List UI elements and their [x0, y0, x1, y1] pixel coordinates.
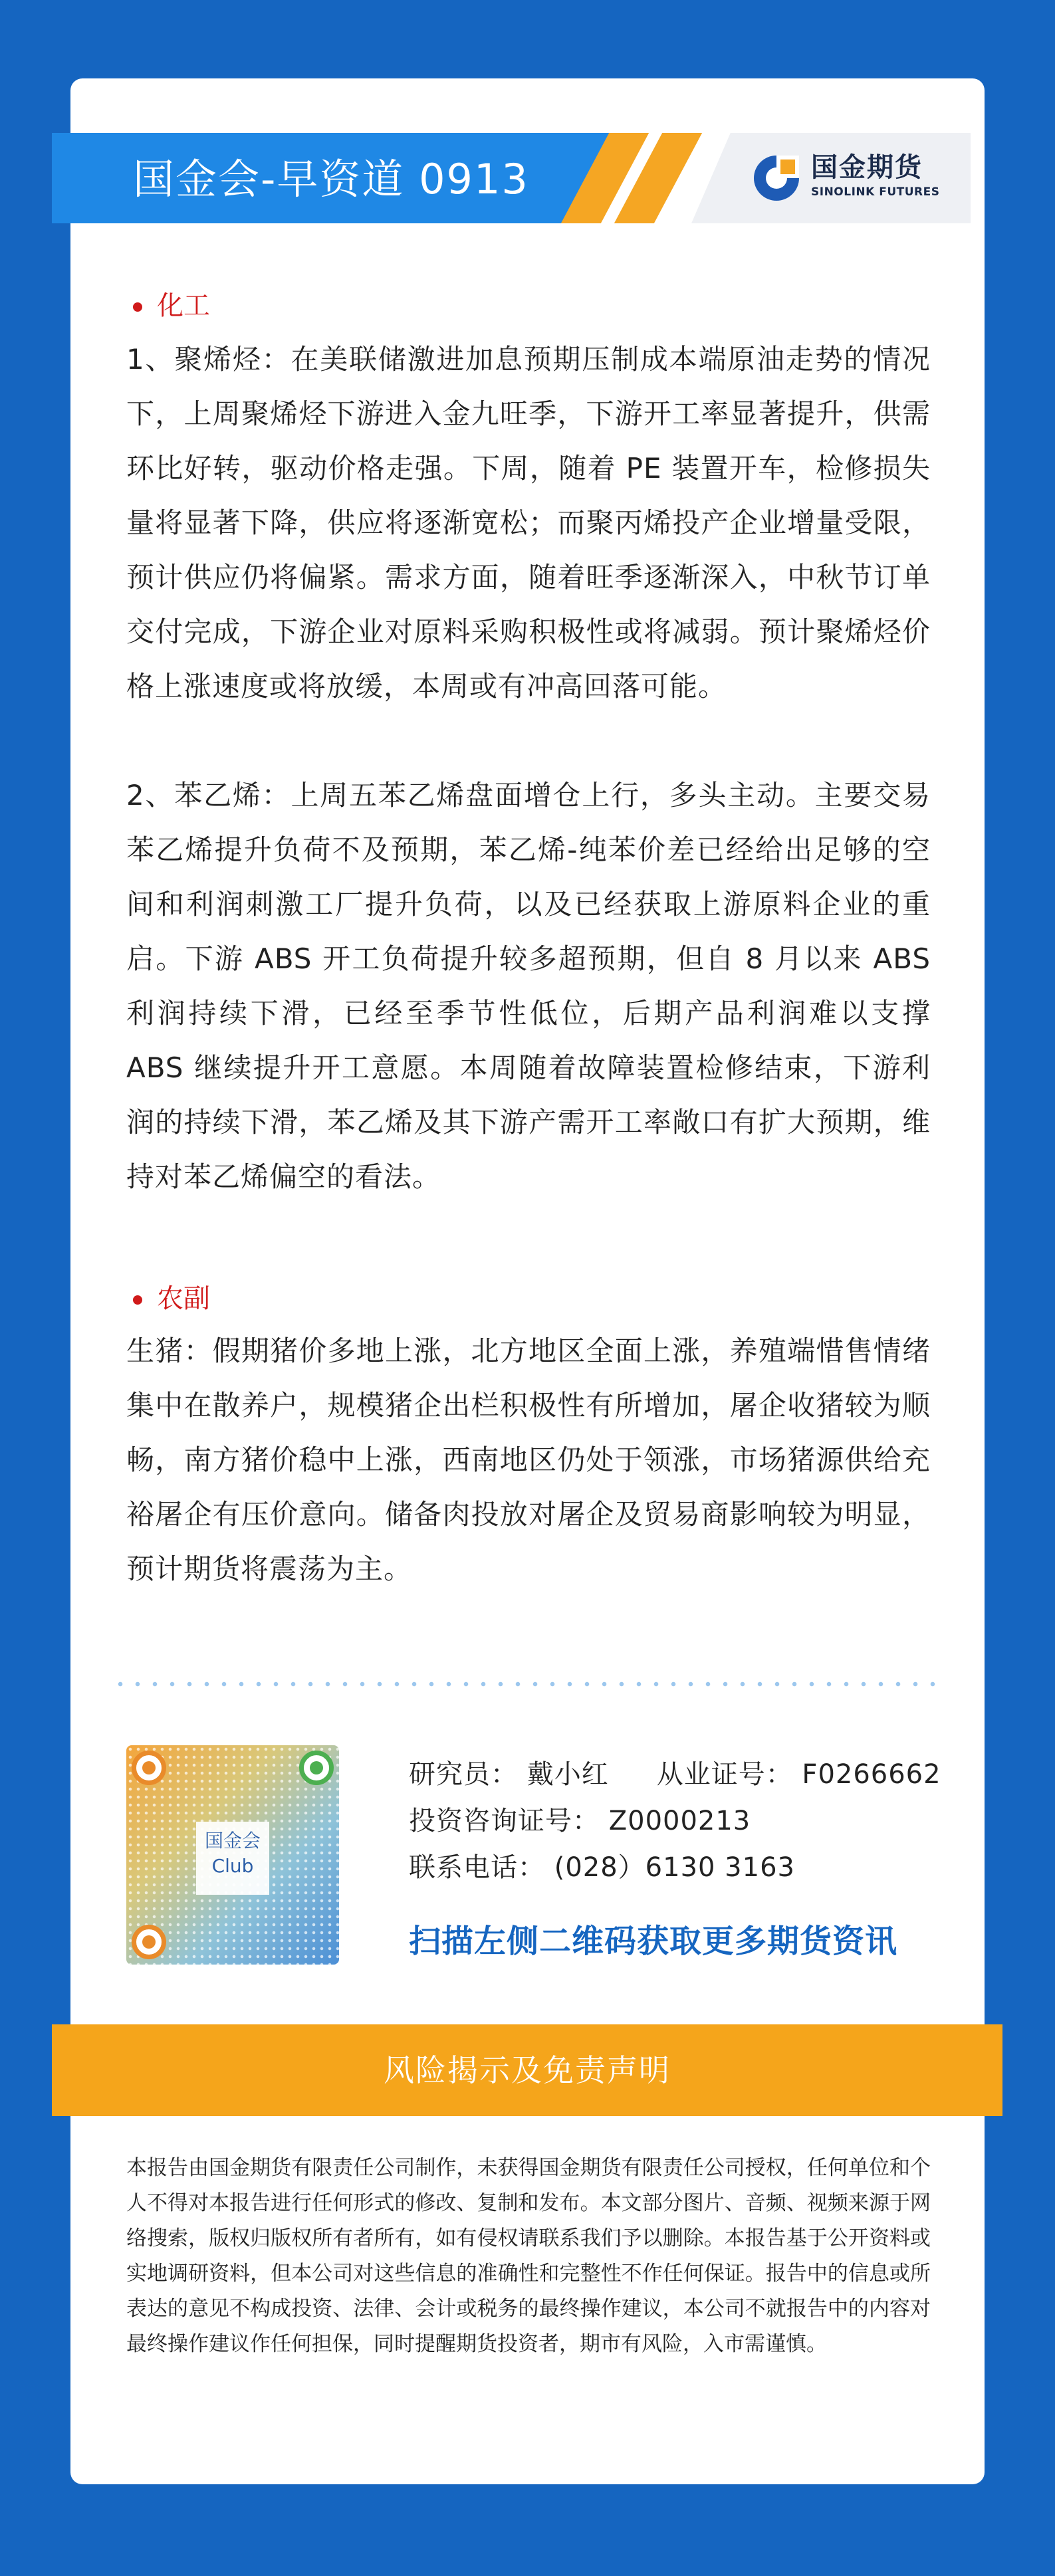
logo-text-en: SINOLINK FUTURES	[811, 185, 940, 199]
section-heading-label: 化工	[157, 290, 210, 321]
bullet-icon	[133, 1295, 142, 1305]
page-title: 国金会-早资道 0913	[133, 155, 529, 203]
risk-banner	[52, 2024, 1002, 2116]
risk-title: 风险揭示及免责声明	[384, 2052, 671, 2088]
license-number: 从业证号： F0266662	[656, 1759, 941, 1790]
qr-eye	[132, 1751, 166, 1785]
qr-label-line-1: 国金会	[204, 1830, 261, 1852]
paragraph-styrene: 2、苯乙烯：上周五苯乙烯盘面增仓上行，多头主动。主要交易苯乙烯提升负荷不及预期，苯乙烯-纯苯价差已经给出足够的空间和利润刺激工厂提升负荷，以及已经获取上游原料企业的重启。下游 ABS 开工负荷提升较多超预期，但自 8 月以来 ABS 利润持续下滑，已经至季节性低位，后期产品利润难以支撑 ABS 继续提升开工意愿。本周随着故障装置检修结束，下游利润的持续下滑，苯乙烯及其下游产需开工率敞口有扩大预期，维持对苯乙烯偏空的看法。	[126, 779, 931, 1193]
researcher-line	[409, 1755, 941, 1794]
logo-text-cn: 国金期货	[811, 152, 923, 183]
disclaimer-text: 本报告由国金期货有限责任公司制作，未获得国金期货有限责任公司授权，任何单位和个人不得对本报告进行任何形式的修改、复制和发布。本文部分图片、音频、视频来源于网络搜索，版权归版权所有者所有，如有侵权请联系我们予以删除。本报告基于公开资料或实地调研资料，但本公司对这些信息的准确性和完整性不作任何保证。报告中的信息或所表达的意见不构成投资、法律、会计或税务的最终操作建议，本公司不就报告中的内容对最终操作建议作任何担保，同时提醒期货投资者，期市有风险，入市需谨慎。	[126, 2156, 931, 2356]
sinolink-logo-icon	[751, 153, 802, 203]
qr-label-line-2: Club	[211, 1855, 254, 1877]
dotted-divider	[112, 1681, 943, 1687]
section-heading-label: 农副	[157, 1283, 210, 1314]
advisor-license: 投资咨询证号： Z0000213	[409, 1806, 751, 1836]
paragraph-polyolefin: 1、聚烯烃：在美联储激进加息预期压制成本端原油走势的情况下，上周聚烯烃下游进入金九旺季，下游开工率显著提升，供需环比好转，驱动价格走强。下周，随着 PE 装置开车，检修损失量将显著下降，供应将逐渐宽松；而聚丙烯投产企业增量受限，预计供应仍将偏紧。需求方面，随着旺季逐渐深入，中秋节订单交付完成，下游企业对原料采购积极性或将减弱。预计聚烯烃价格上涨速度或将放缓，本周或有冲高回落可能。	[126, 343, 931, 702]
bullet-icon	[133, 302, 142, 312]
researcher-name: 研究员： 戴小红	[409, 1759, 609, 1790]
paragraph-hogs: 生猪：假期猪价多地上涨，北方地区全面上涨，养殖端惜售情绪集中在散养户，规模猪企出栏积极性有所增加，屠企收猪较为顺畅，南方猪价稳中上涨，西南地区仍处于领涨，市场猪源供给充裕屠企有压价意向。储备肉投放对屠企及贸易商影响较为明显，预计期货将震荡为主。	[126, 1335, 931, 1585]
contact-phone: 联系电话： (028）6130 3163	[409, 1852, 795, 1883]
qr-center-label	[196, 1822, 269, 1895]
qr-eye	[132, 1925, 166, 1959]
qr-eye	[299, 1751, 334, 1785]
qr-call-to-action: 扫描左侧二维码获取更多期货资讯	[409, 1923, 898, 1960]
sinolink-logo	[751, 148, 964, 209]
qr-code-icon[interactable]	[126, 1745, 339, 1965]
section-heading-chemical	[133, 287, 210, 324]
section-heading-agriculture	[133, 1280, 210, 1317]
